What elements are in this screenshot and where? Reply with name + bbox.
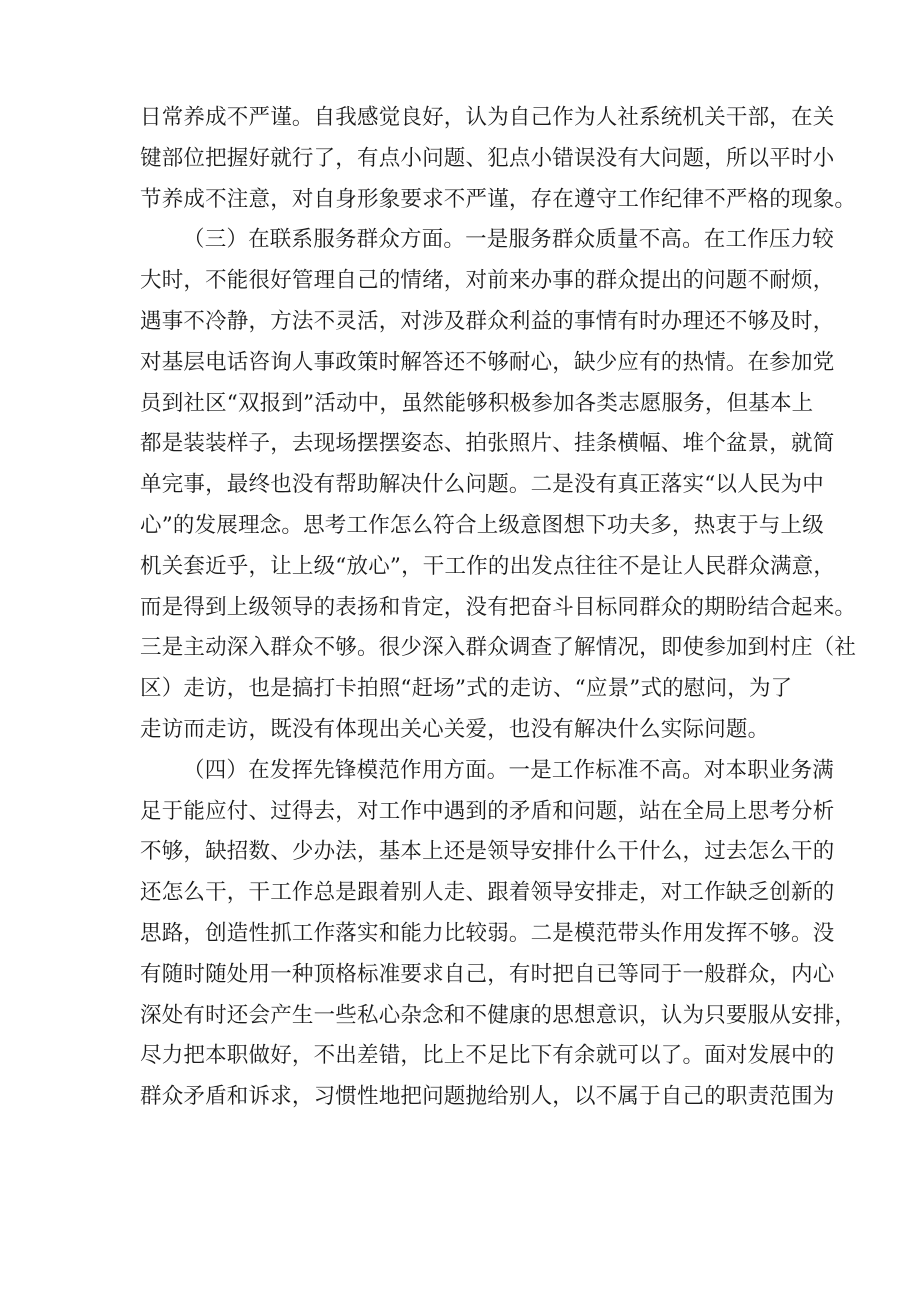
text-line: 三是主动深入群众不够。很少深入群众调查了解情况，即使参加到村庄（社 [140, 635, 857, 661]
text-line: 键部位把握好就行了，有点小问题、犯点小错误没有大问题，所以平时小 [140, 145, 835, 171]
text-line: 心”的发展理念。思考工作怎么符合上级意图想下功夫多，热衷于与上级 [140, 512, 824, 538]
text-line: 区）走访，也是搞打卡拍照“赶场”式的走访、“应景”式的慰问，为了 [140, 676, 793, 702]
text-line: 对基层电话咨询人事政策时解答还不够耐心，缺少应有的热情。在参加党 [140, 349, 835, 375]
text-line: 深处有时还会产生一些私心杂念和不健康的思想意识，认为只要服从安排， [140, 1002, 857, 1028]
text-line: 不够，缺招数、少办法，基本上还是领导安排什么干什么，过去怎么干的 [140, 839, 835, 865]
text-line: 单完事，最终也没有帮助解决什么问题。二是没有真正落实“以人民为中 [140, 472, 824, 498]
text-line: 尽力把本职做好，不出差错，比上不足比下有余就可以了。面对发展中的 [140, 1043, 835, 1069]
text-line: 都是装装样子，去现场摆摆姿态、拍张照片、挂条横幅、堆个盆景，就简 [140, 431, 835, 457]
text-line: 大时，不能很好管理自己的情绪，对前来办事的群众提出的问题不耐烦， [140, 268, 835, 294]
text-line: 员到社区“双报到”活动中，虽然能够积极参加各类志愿服务，但基本上 [140, 390, 814, 416]
text-line: 遇事不冷静，方法不灵活，对涉及群众利益的事情有时办理还不够及时， [140, 308, 835, 334]
section-heading-line: （四）在发挥先锋模范作用方面。一是工作标准不高。对本职业务满 [183, 757, 835, 783]
text-line: 机关套近乎，让上级“放心”，干工作的出发点往往不是让人民群众满意， [140, 553, 836, 579]
text-line: 而是得到上级领导的表扬和肯定，没有把奋斗目标同群众的期盼结合起来。 [140, 594, 857, 620]
section-heading-line: （三）在联系服务群众方面。一是服务群众质量不高。在工作压力较 [183, 227, 835, 253]
text-line: 思路，创造性抓工作落实和能力比较弱。二是模范带头作用发挥不够。没 [140, 920, 835, 946]
text-line: 群众矛盾和诉求，习惯性地把问题抛给别人，以不属于自己的职责范围为 [140, 1084, 835, 1110]
document-body [140, 98, 857, 1118]
text-line: 足于能应付、过得去，对工作中遇到的矛盾和问题，站在全局上思考分析 [140, 798, 835, 824]
text-line: 有随时随处用一种顶格标准要求自己，有时把自已等同于一般群众，内心 [140, 961, 835, 987]
text-line: 走访而走访，既没有体现出关心关爱，也没有解决什么实际问题。 [140, 716, 770, 742]
text-line: 还怎么干，干工作总是跟着别人走、跟着领导安排走，对工作缺乏创新的 [140, 880, 835, 906]
text-line: 日常养成不严谨。自我感觉良好，认为自己作为人社系统机关干部，在关 [140, 105, 835, 130]
text-line: 节养成不注意，对自身形象要求不严谨，存在遵守工作纪律不严格的现象。 [140, 186, 857, 212]
